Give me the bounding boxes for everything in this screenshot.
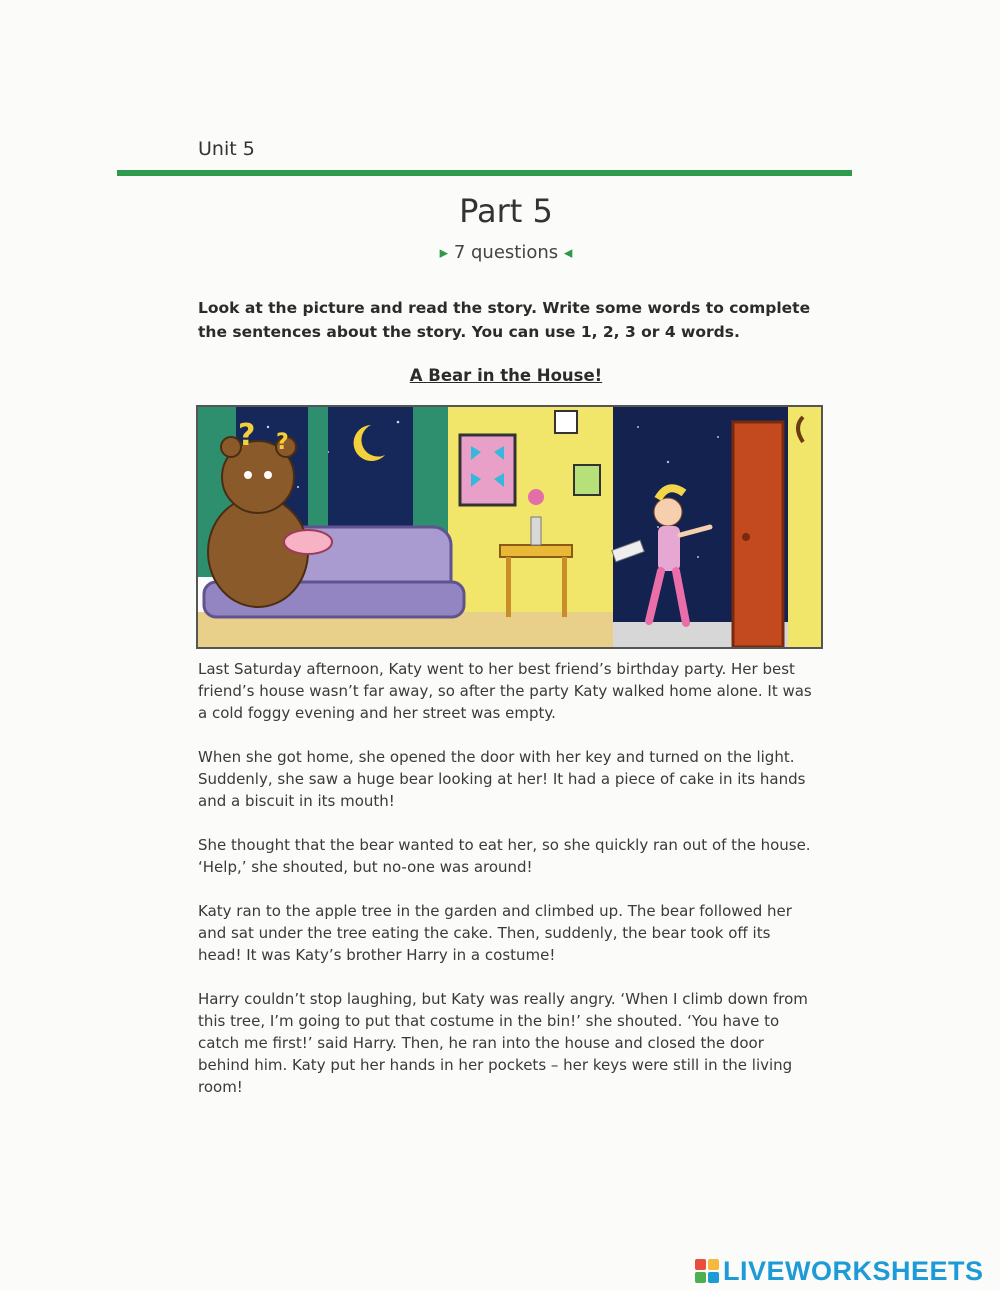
right-triangle-icon: ▶	[439, 246, 449, 260]
story-paragraph: Harry couldn’t stop laughing, but Katy was really angry. ‘When I climb down from this tree, I’m going to put that costume in the bin!’ she shouted. ‘You have to catch me first!’ said Harry. Then, he ran into the house and closed the door behind him. Katy put her hands in her pockets – her keys were still in the living room!	[198, 990, 808, 1096]
story-paragraph: When she got home, she opened the door with her key and turned on the light. Suddenly, she saw a huge bear looking at her! It had a piece of cake in its hands and a biscuit in its mouth!	[198, 748, 806, 810]
flower-icon	[528, 489, 544, 505]
liveworksheets-logo	[695, 1255, 984, 1287]
cake-icon	[284, 530, 332, 554]
story-paragraph: Katy ran to the apple tree in the garden and climbed up. The bear followed her and sat under the tree eating the cake. Then, suddenly, the bear took off its head! It was Katy’s brother Harry in a costume!	[198, 902, 792, 964]
girl-head	[654, 498, 682, 526]
open-door	[733, 422, 783, 647]
header-divider	[117, 170, 852, 176]
story-title: A Bear in the House!	[409, 366, 603, 385]
question-mark: ?	[238, 418, 256, 453]
story-paragraph: She thought that the bear wanted to eat her, so she quickly ran out of the house. ‘Help,’ she shouted, but no-one was around!	[198, 836, 811, 876]
story-text	[198, 658, 818, 1120]
logo-text: LIVEWORKSHEETS	[723, 1255, 984, 1286]
logo-blocks-icon	[695, 1259, 719, 1283]
story-illustration	[196, 405, 823, 649]
instructions: Look at the picture and read the story. Write some words to complete the sentences about the story. You can use 1, 2, 3 or 4 words.	[198, 299, 811, 341]
unit-label: Unit 5	[198, 138, 255, 160]
side-table	[500, 545, 572, 557]
question-mark: ?	[276, 430, 289, 455]
left-triangle-icon: ◀	[563, 246, 573, 260]
part-title: Part 5	[459, 192, 553, 230]
butterfly-picture	[460, 435, 515, 505]
story-paragraph: Last Saturday afternoon, Katy went to her best friend’s birthday party. Her best friend’s house wasn’t far away, so after the party Katy walked home alone. It was a cold foggy evening and her street was empty.	[198, 660, 812, 722]
questions-count	[0, 242, 1000, 263]
questions-label: 7 questions	[453, 242, 559, 263]
girl-body	[658, 526, 680, 571]
